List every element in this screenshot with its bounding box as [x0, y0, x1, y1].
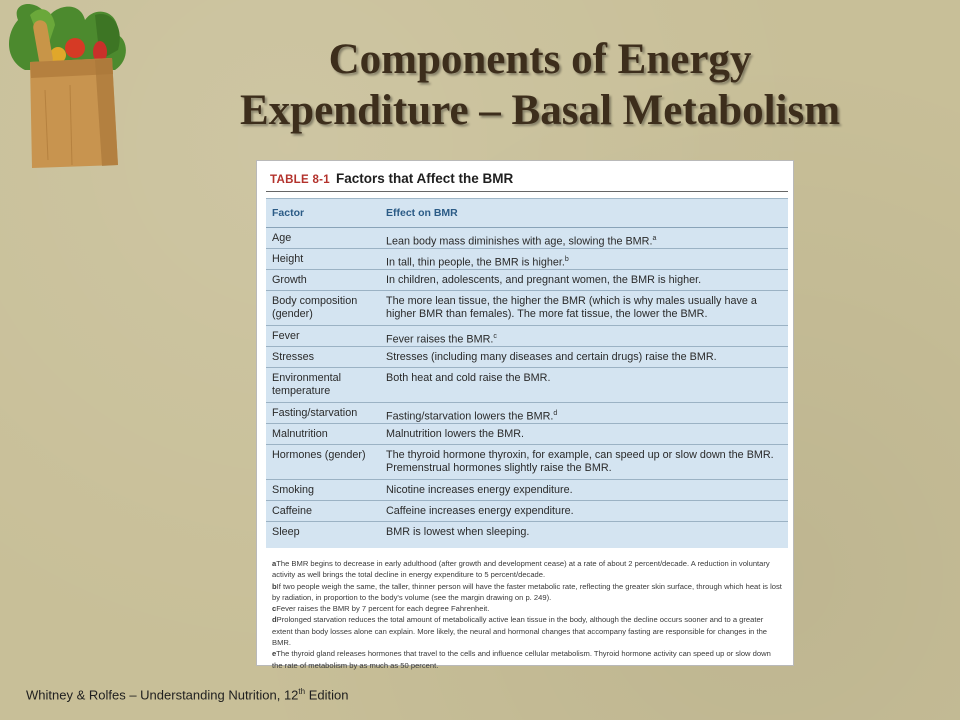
table-row — [266, 501, 788, 522]
factor-cell: Stresses — [272, 351, 315, 363]
table-row — [266, 228, 788, 249]
factor-cell: Hormones (gender) — [272, 449, 366, 461]
effect-cell: Stresses (including many diseases and certain drugs) raise the BMR. — [386, 351, 717, 363]
table-row — [266, 403, 788, 424]
effect-cell: Lean body mass diminishes with age, slowing the BMR.$^a$ — [386, 235, 657, 248]
footnote: bIf two people weigh the same, the taller, thinner person will have the faster metabolic rate, reflecting the greater skin surface, through which heat is lost by radiation, in proportion to the body's volume (see the margin drawing on p. 249). — [272, 581, 782, 602]
bmr-factors-table — [266, 198, 788, 548]
table-row — [266, 291, 788, 326]
footnote: eThe thyroid gland releases hormones that travel to the cells and influence cellular metabolism. Thyroid hormone activity can speed up or slow down the rate of metabolism by as much as 50 percent. — [272, 649, 771, 670]
table-row — [266, 270, 788, 291]
slide-title — [140, 34, 940, 136]
grocery-bag-logo — [0, 0, 140, 170]
table-row — [266, 326, 788, 347]
table-row — [266, 249, 788, 270]
table-number: TABLE 8-1 — [270, 174, 330, 186]
effect-cell: Nicotine increases energy expenditure. — [386, 484, 573, 496]
factor-cell: Fever — [272, 330, 300, 342]
factor-cell: Sleep — [272, 526, 300, 538]
factor-cell: Fasting/starvation — [272, 407, 358, 419]
factor-cell: Malnutrition — [272, 428, 328, 440]
footnote: aThe BMR begins to decrease in early adulthood (after growth and development cease) at a rate of about 2 percent/decade. A reduction in voluntary activity as well brings the total decline in energy expenditure to 5 percent/decade. — [272, 559, 770, 580]
title-line-1: Components of Energy — [328, 36, 752, 83]
table-row — [266, 480, 788, 501]
footnote: dProlonged starvation reduces the total amount of metabolically active lean tissue in the body, although the decline occurs sooner and to a greater extent than body losses alone can explain. More likely, the neural and hormonal changes that accompany fasting are responsible for changes in the BMR. — [272, 615, 768, 648]
table-footnotes — [266, 548, 788, 671]
table-row — [266, 522, 788, 548]
header-factor: Factor — [272, 207, 305, 219]
table-name: Factors that Affect the BMR — [336, 171, 514, 186]
factor-cell: Growth — [272, 274, 307, 286]
effect-cell: Caffeine increases energy expenditure. — [386, 505, 574, 517]
grocery-bag-icon — [0, 0, 140, 170]
effect-cell: The more lean tissue, the higher the BMR (which is why males usually have a higher BMR than females). The more fat tissue, the lower the BMR. — [386, 295, 757, 321]
table-row — [266, 368, 788, 403]
factor-cell: Environmental temperature — [272, 372, 342, 398]
table-header-row — [266, 199, 788, 228]
title-line-2: Expenditure – Basal Metabolism — [239, 87, 841, 134]
factor-cell: Age — [272, 232, 292, 244]
effect-cell: BMR is lowest when sleeping. — [386, 526, 530, 538]
factor-cell: Caffeine — [272, 505, 313, 517]
table-row — [266, 445, 788, 480]
effect-cell: In tall, thin people, the BMR is higher.$^b$ — [386, 256, 569, 269]
effect-cell: Fasting/starvation lowers the BMR.$^d$ — [386, 410, 558, 423]
factor-cell: Smoking — [272, 484, 315, 496]
factor-cell: Body composition (gender) — [272, 295, 358, 321]
table-image — [256, 160, 794, 670]
effect-cell: Fever raises the BMR.$^c$ — [386, 333, 497, 346]
effect-cell: In children, adolescents, and pregnant women, the BMR is higher. — [386, 274, 702, 286]
effect-cell: The thyroid hormone thyroxin, for example, can speed up or slow down the BMR. Premenstrual hormones slightly raise the BMR. — [386, 449, 774, 475]
table-row — [266, 424, 788, 445]
footnote: cFever raises the BMR by 7 percent for each degree Fahrenheit. — [272, 604, 490, 614]
effect-cell: Both heat and cold raise the BMR. — [386, 372, 551, 384]
header-effect: Effect on BMR — [386, 207, 458, 219]
factor-cell: Height — [272, 253, 304, 265]
source-citation: Whitney & Rolfes – Understanding Nutrition, 12th Edition — [26, 687, 349, 703]
table-row — [266, 347, 788, 368]
effect-cell: Malnutrition lowers the BMR. — [386, 428, 525, 440]
table-caption — [266, 171, 788, 192]
